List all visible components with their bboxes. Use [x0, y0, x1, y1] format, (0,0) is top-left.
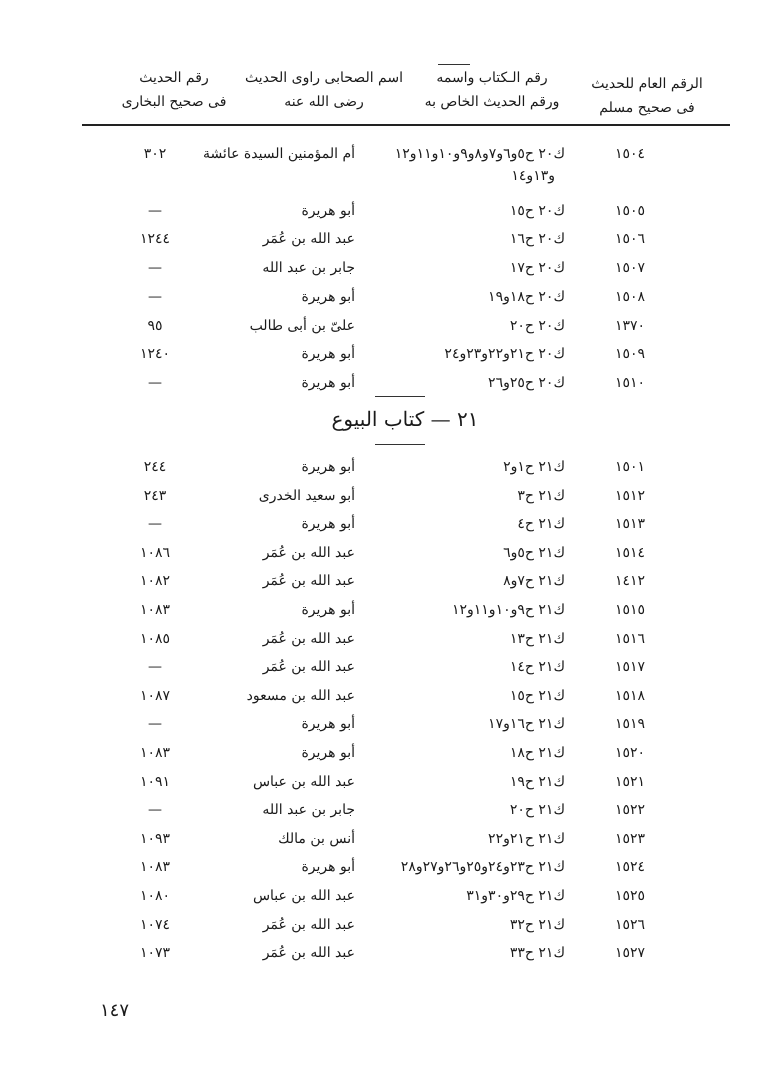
table-row	[0, 912, 765, 938]
cell-narrator: عبد الله بن عُمَر	[262, 630, 355, 647]
cell-book-reference: ك٢٠ ح٢٥و٢٦	[488, 374, 565, 391]
cell-narrator: عبد الله بن مسعود	[246, 687, 355, 704]
cell-general-number: ١٥٢٥	[614, 888, 646, 904]
cell-book-reference: ك٢١ ح١٩	[509, 773, 565, 790]
cell-general-number: ١٥٠٧	[614, 260, 646, 277]
cell-general-number: ١٥٢١	[614, 773, 646, 790]
cell-narrator: أبو هريرة	[301, 288, 355, 305]
cell-general-number: ١٥١٢	[614, 487, 646, 504]
header-general-number-line1: الرقم العام للحديث	[591, 76, 703, 92]
header-general-number-line2: فى صحيح مسلم	[599, 100, 695, 116]
table-row	[0, 626, 765, 652]
cell-book-reference: ك٢٠ ح٢٠	[509, 317, 565, 334]
cell-narrator: عبد الله بن عُمَر	[262, 544, 355, 561]
table-row	[0, 568, 765, 594]
cell-general-number: ١٥١٣	[614, 516, 646, 533]
table-row	[0, 854, 765, 880]
cell-book-reference: ك٢٠ ح٢١و٢٢و٢٣و٢٤	[444, 346, 565, 363]
table-row	[0, 740, 765, 766]
cell-book-reference: ك٢٠ ح١٥	[509, 202, 565, 219]
cell-general-number: ١٥١٩	[614, 716, 646, 733]
cell-narrator: أبو هريرة	[301, 202, 355, 219]
cell-general-number: ١٥٠٩	[614, 346, 646, 363]
header-general-number	[582, 72, 712, 120]
cell-narrator: عبد الله بن عباس	[252, 888, 355, 904]
table-row	[0, 940, 765, 966]
table-row	[0, 711, 765, 737]
cell-general-number: ١٥٢٣	[614, 830, 646, 847]
header-ornament-line	[438, 64, 470, 65]
cell-book-reference: ك٢١ ح٢٩و٣٠و٣١	[466, 888, 565, 904]
cell-narrator: عبد الله بن عُمَر	[262, 945, 355, 962]
table-row	[0, 769, 765, 795]
table-row	[0, 255, 765, 281]
cell-narrator: أم المؤمنين السيدة عائشة	[202, 146, 355, 162]
header-rule	[82, 124, 730, 126]
table-row	[0, 797, 765, 823]
cell-bukhari-number: ١٠٨٦	[139, 544, 171, 561]
cell-bukhari-number: ١٠٨٣	[139, 602, 171, 618]
cell-book-reference: ك٢٠ ح٥و٦و٧و٨و٩و١٠و١١و١٢	[394, 146, 565, 162]
cell-book-reference: ك٢١ ح٥و٦	[503, 544, 565, 561]
cell-general-number: ١٤١٢	[614, 573, 646, 590]
cell-general-number: ١٥٢٠	[614, 745, 646, 761]
cell-bukhari-number: —	[148, 659, 162, 676]
header-narrator-line1: اسم الصحابى راوى الحديث	[244, 70, 403, 86]
cell-general-number: ١٣٧٠	[614, 317, 646, 334]
cell-narrator: عبد الله بن عُمَر	[262, 916, 355, 933]
cell-bukhari-number: ٣٠٢	[143, 146, 167, 162]
table-row	[0, 284, 765, 310]
cell-bukhari-number: —	[148, 202, 162, 219]
cell-book-reference: ك٢٠ ح١٧	[509, 260, 565, 277]
cell-general-number: ١٥٢٧	[614, 945, 646, 962]
cell-narrator: أبو هريرة	[301, 716, 355, 733]
cell-narrator: أبو هريرة	[301, 745, 355, 761]
cell-bukhari-number: —	[148, 288, 162, 305]
cell-book-reference: ك٢١ ح١٣	[509, 630, 565, 647]
cell-general-number: ١٥٠٥	[614, 202, 646, 219]
cell-book-reference: ك٢٠ ح١٨و١٩	[488, 288, 565, 305]
cell-book-reference: ك٢١ ح٧و٨	[503, 573, 565, 590]
cell-general-number: ١٥١٠	[614, 374, 646, 391]
section-line-bottom	[375, 444, 425, 445]
cell-bukhari-number: ١٠٩٣	[139, 830, 171, 847]
cell-book-reference: ك٢١ ح٩و١٠و١١و١٢	[451, 602, 565, 618]
cell-bukhari-number: —	[148, 374, 162, 391]
cell-bukhari-number: ١٠٨٥	[139, 630, 171, 647]
table-row	[0, 226, 765, 252]
cell-bukhari-number: ١٠٨٢	[139, 573, 171, 590]
cell-general-number: ١٥٢٢	[614, 802, 646, 819]
table-row	[0, 198, 765, 224]
cell-bukhari-number: ٢٤٤	[143, 459, 167, 475]
table-row	[0, 511, 765, 537]
header-narrator-line2: رضى الله عنه	[284, 94, 364, 110]
table-row	[0, 654, 765, 680]
section-line-top	[375, 396, 425, 397]
header-book-reference-line1: رقم الـكتاب واسمه	[436, 70, 548, 86]
cell-narrator: أبو هريرة	[301, 859, 355, 876]
cell-narrator: أبو هريرة	[301, 374, 355, 391]
cell-book-reference: ك٢١ ح١٨	[509, 745, 565, 761]
cell-bukhari-number: ٢٤٣	[143, 487, 167, 504]
cell-book-reference: ك٢١ ح١٦و١٧	[488, 716, 565, 733]
cell-general-number: ١٥٠٨	[614, 288, 646, 305]
cell-bukhari-number: ١٠٨٣	[139, 745, 171, 761]
cell-book-reference: ك٢١ ح٢٠	[509, 802, 565, 819]
cell-bukhari-number: —	[148, 716, 162, 733]
cell-book-reference: ك٢١ ح٣٣	[509, 945, 565, 962]
page-number: ١٤٧	[100, 1000, 130, 1021]
cell-general-number: ١٥١٤	[614, 544, 646, 561]
cell-book-reference: ك٢١ ح٢٣و٢٤و٢٥و٢٦و٢٧و٢٨	[400, 859, 565, 876]
row-continuation: و١٣و١٤	[511, 168, 555, 184]
cell-bukhari-number: ١٠٧٤	[139, 916, 171, 933]
cell-narrator: جابر بن عبد الله	[262, 802, 355, 819]
table-row	[0, 341, 765, 367]
cell-general-number: ١٥٠٦	[614, 231, 646, 248]
cell-narrator: جابر بن عبد الله	[262, 260, 355, 277]
header-book-reference-line2: ورقم الحديث الخاص به	[424, 94, 560, 110]
cell-narrator: أبو هريرة	[301, 516, 355, 533]
table-row	[0, 883, 765, 909]
cell-general-number: ١٥٠١	[614, 459, 646, 475]
table-row	[0, 483, 765, 509]
header-book-reference	[412, 66, 572, 114]
cell-narrator: أبو هريرة	[301, 346, 355, 363]
cell-narrator: عبد الله بن عُمَر	[262, 659, 355, 676]
cell-narrator: عبد الله بن عُمَر	[262, 231, 355, 248]
cell-general-number: ١٥٢٦	[614, 916, 646, 933]
table-row	[0, 597, 765, 623]
cell-general-number: ١٥١٥	[614, 602, 646, 618]
cell-general-number: ١٥٢٤	[614, 859, 646, 876]
table-row	[0, 454, 765, 480]
cell-bukhari-number: ١٠٨٣	[139, 859, 171, 876]
cell-bukhari-number: ١٠٧٣	[139, 945, 171, 962]
cell-bukhari-number: ١٠٨٧	[139, 687, 171, 704]
cell-book-reference: ك٢١ ح٣٢	[509, 916, 565, 933]
cell-bukhari-number: —	[148, 802, 162, 819]
header-bukhari-number-line1: رقم الحديث	[139, 70, 209, 86]
cell-bukhari-number: ١٢٤٠	[139, 346, 171, 363]
cell-book-reference: ك٢١ ح١و٢	[503, 459, 565, 475]
cell-bukhari-number: ١٢٤٤	[139, 231, 171, 248]
cell-narrator: أبو هريرة	[301, 602, 355, 618]
cell-book-reference: ك٢١ ح١٥	[509, 687, 565, 704]
cell-bukhari-number: —	[148, 260, 162, 277]
cell-general-number: ١٥١٦	[614, 630, 646, 647]
cell-bukhari-number: ١٠٨٠	[139, 888, 171, 904]
header-bukhari-number	[110, 66, 238, 114]
table-row	[0, 370, 765, 396]
cell-book-reference: ك٢٠ ح١٦	[509, 231, 565, 248]
cell-narrator: علىّ بن أبى طالب	[249, 317, 355, 334]
table-row	[0, 141, 765, 167]
cell-general-number: ١٥١٧	[614, 659, 646, 676]
table-row	[0, 313, 765, 339]
header-bukhari-number-line2: فى صحيح البخارى	[121, 94, 227, 110]
header-narrator	[238, 66, 410, 114]
table-row	[0, 683, 765, 709]
cell-narrator: أنس بن مالك	[278, 830, 355, 847]
section-title: ٢١ — كتاب البيوع	[331, 407, 479, 431]
cell-bukhari-number: ٩٥	[147, 317, 163, 334]
cell-narrator: أبو سعيد الخدرى	[258, 487, 355, 504]
cell-narrator: عبد الله بن عباس	[252, 773, 355, 790]
cell-bukhari-number: —	[148, 516, 162, 533]
cell-book-reference: ك٢١ ح٣	[517, 487, 565, 504]
table-row	[0, 540, 765, 566]
cell-book-reference: ك٢١ ح٢١و٢٢	[488, 830, 565, 847]
cell-general-number: ١٥١٨	[614, 687, 646, 704]
cell-bukhari-number: ١٠٩١	[139, 773, 171, 790]
cell-general-number: ١٥٠٤	[614, 146, 646, 162]
cell-narrator: أبو هريرة	[301, 459, 355, 475]
cell-narrator: عبد الله بن عُمَر	[262, 573, 355, 590]
table-row	[0, 826, 765, 852]
cell-book-reference: ك٢١ ح٤	[517, 516, 565, 533]
cell-book-reference: ك٢١ ح١٤	[509, 659, 565, 676]
